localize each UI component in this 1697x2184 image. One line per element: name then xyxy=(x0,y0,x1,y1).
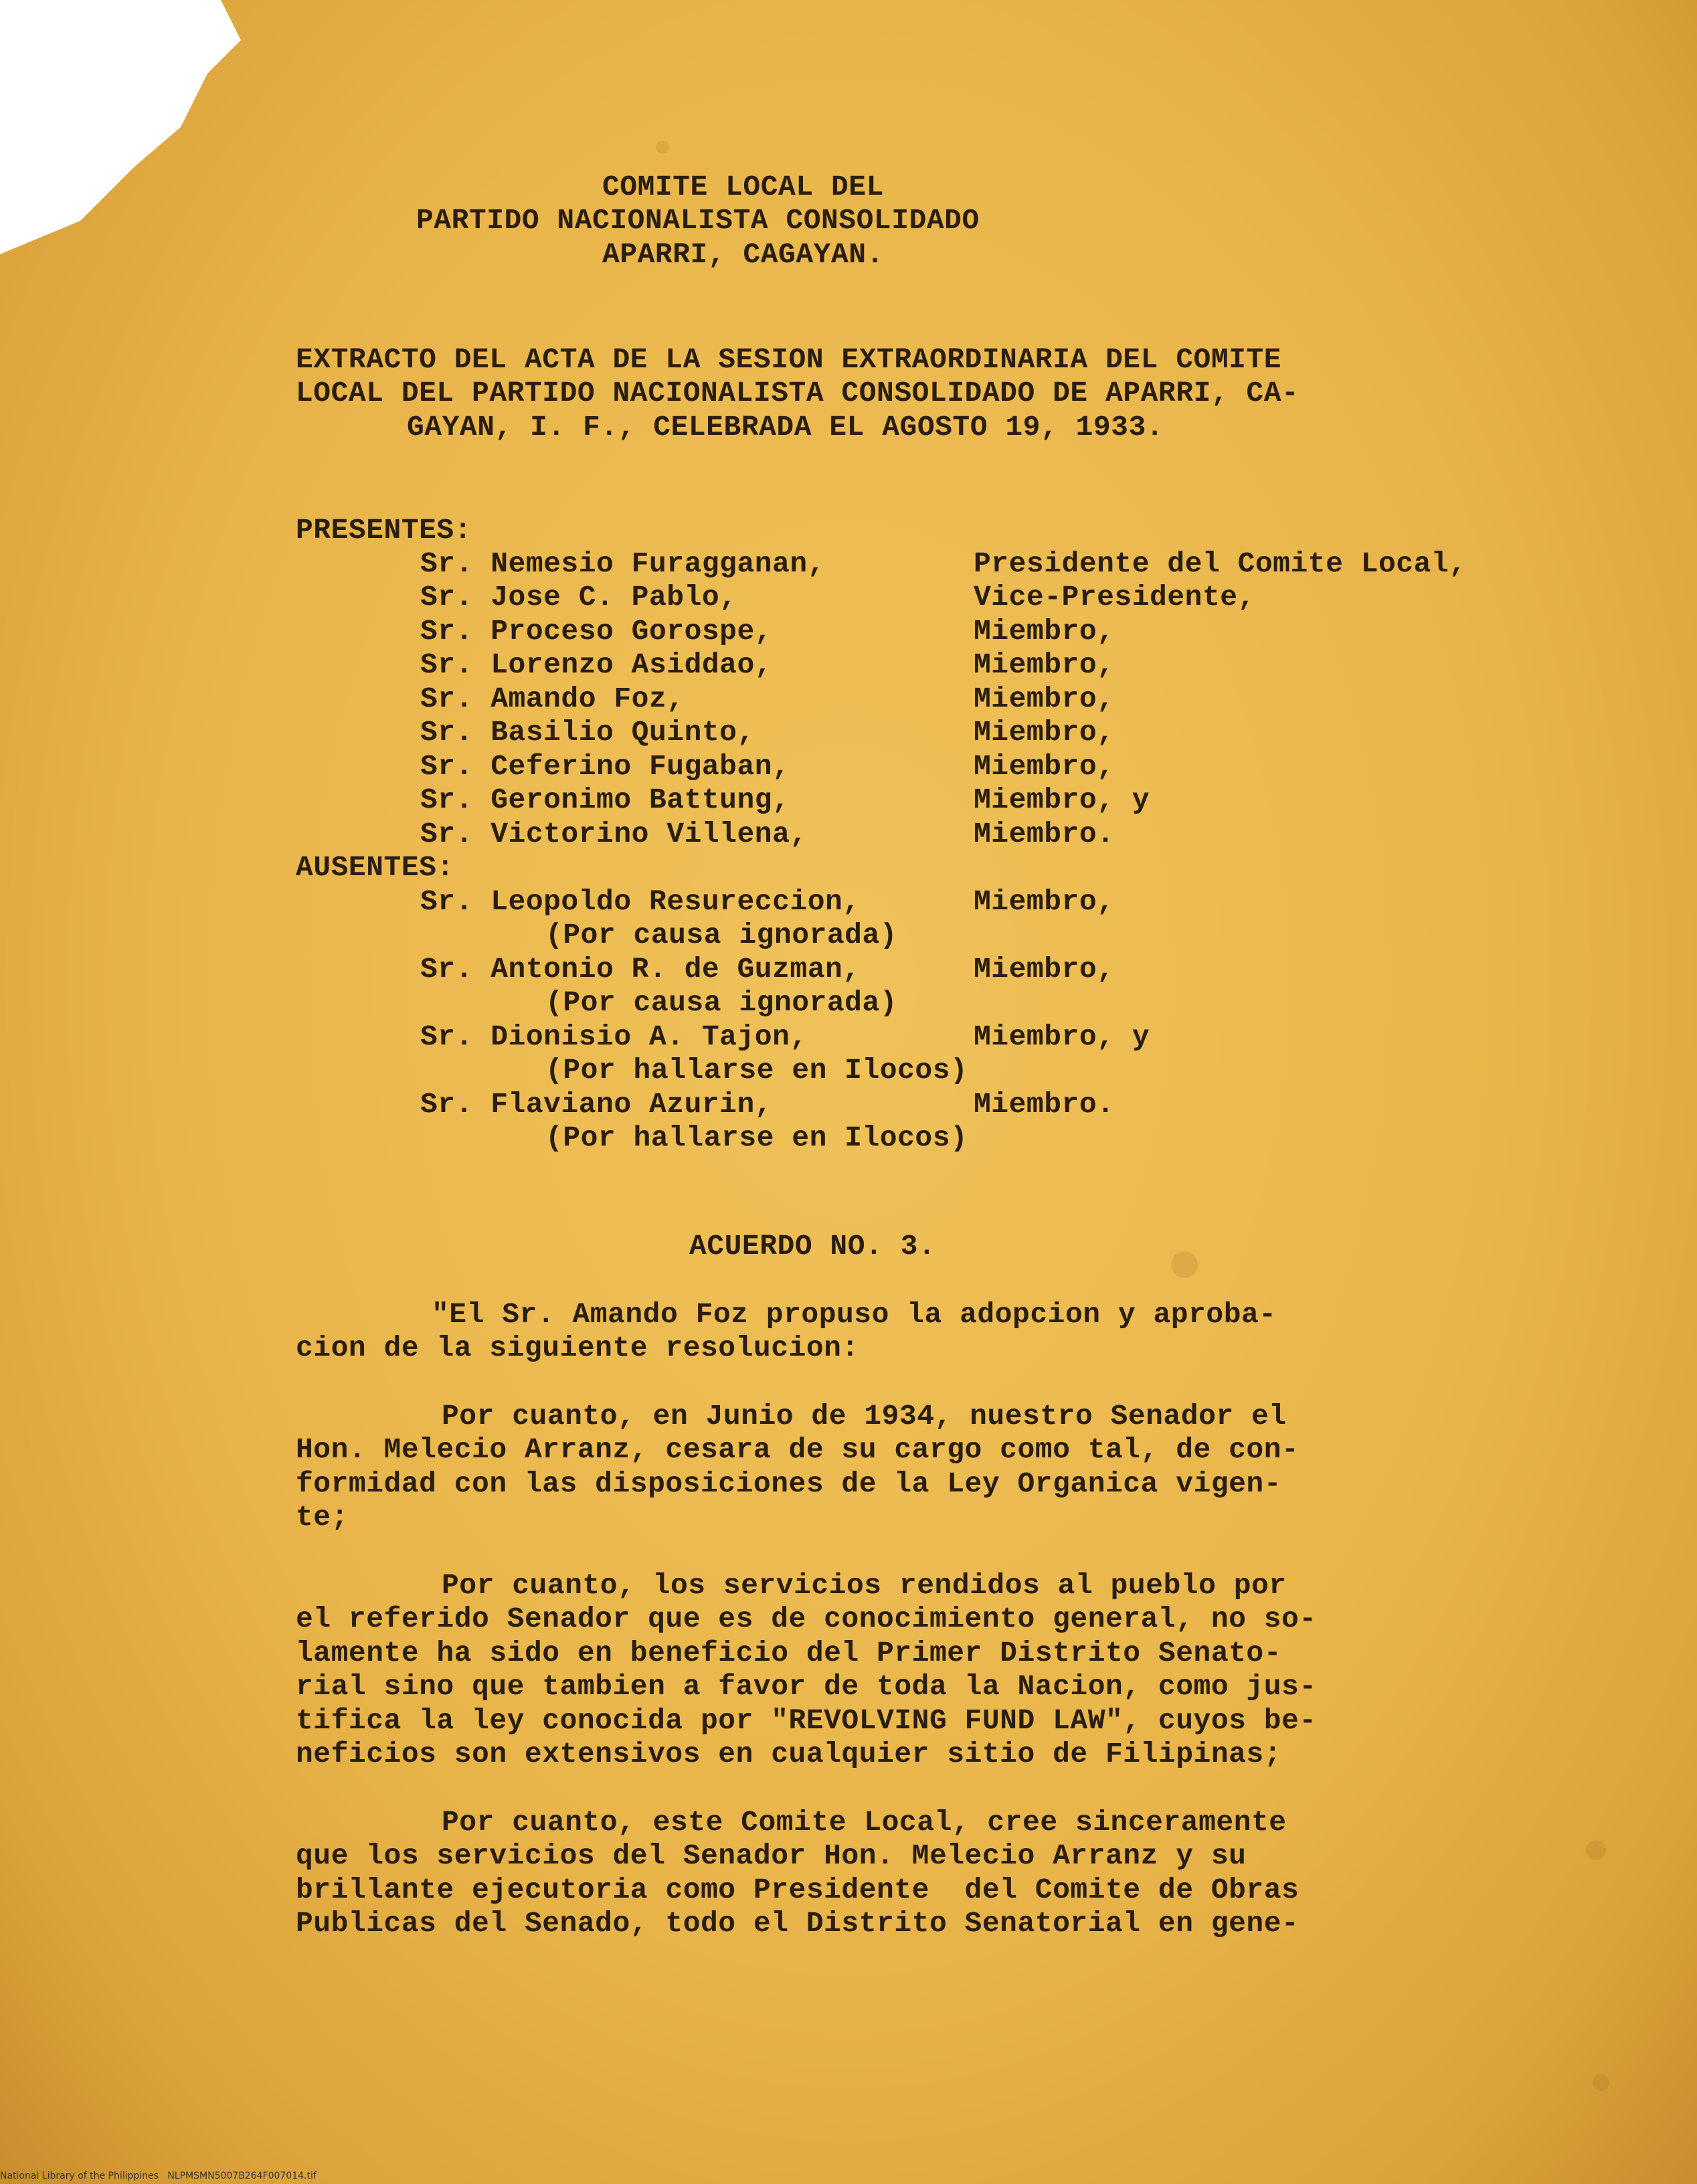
ausente-role: Miembro. xyxy=(974,1088,1115,1121)
presente-name: Sr. Nemesio Furagganan, xyxy=(420,547,825,580)
paper-stain xyxy=(656,141,669,154)
ausente-reason: (Por hallarse en Ilocos) xyxy=(545,1121,968,1154)
body-line: "El Sr. Amando Foz propuso la adopcion y aproba- xyxy=(432,1298,1277,1331)
presente-role: Vice-Presidente, xyxy=(974,581,1255,614)
body-line: brillante ejecutoria como Presidente del Comite de Obras xyxy=(296,1874,1300,1906)
header-line-2: PARTIDO NACIONALISTA CONSOLIDADO xyxy=(416,204,980,237)
body-line: formidad con las disposiciones de la Ley Organica vigen- xyxy=(296,1467,1282,1500)
body-line: cion de la siguiente resolucion: xyxy=(296,1332,859,1364)
body-line: Por cuanto, los servicios rendidos al pueblo por xyxy=(442,1569,1287,1602)
presente-role: Presidente del Comite Local, xyxy=(974,547,1467,580)
presente-name: Sr. Lorenzo Asiddao, xyxy=(420,648,773,681)
presente-role: Miembro, xyxy=(974,682,1115,715)
presente-role: Miembro, xyxy=(974,648,1115,681)
header-line-1: COMITE LOCAL DEL xyxy=(602,171,884,203)
presente-role: Miembro, xyxy=(974,716,1115,749)
presente-name: Sr. Ceferino Fugaban, xyxy=(420,750,790,783)
presente-role: Miembro. xyxy=(974,818,1115,850)
body-line: lamente ha sido en beneficio del Primer Distrito Senato- xyxy=(296,1637,1282,1669)
scan-footer: National Library of the Philippines NLPMSMN5007B264F007014.tif xyxy=(0,2171,317,2181)
presente-role: Miembro, xyxy=(974,615,1115,648)
body-line: neficios son extensivos en cualquier sitio de Filipinas; xyxy=(296,1738,1282,1770)
presente-role: Miembro, xyxy=(974,750,1115,783)
ausente-name: Sr. Flaviano Azurin, xyxy=(420,1088,773,1121)
ausente-role: Miembro, xyxy=(974,953,1115,986)
ausente-name: Sr. Antonio R. de Guzman, xyxy=(420,953,861,986)
presente-role: Miembro, y xyxy=(974,784,1150,816)
presente-name: Sr. Victorino Villena, xyxy=(420,818,808,850)
presente-name: Sr. Geronimo Battung, xyxy=(420,784,790,816)
paper-stain xyxy=(1171,1251,1198,1278)
body-line: te; xyxy=(296,1501,349,1534)
presente-name: Sr. Proceso Gorospe, xyxy=(420,615,773,648)
acuerdo-heading: ACUERDO NO. 3. xyxy=(689,1230,936,1263)
body-line: que los servicios del Senador Hon. Melecio Arranz y su xyxy=(296,1839,1247,1872)
body-line: el referido Senador que es de conocimiento general, no so- xyxy=(296,1603,1317,1635)
body-line: Publicas del Senado, todo el Distrito Senatorial en gene- xyxy=(296,1907,1300,1940)
ausente-reason: (Por hallarse en Ilocos) xyxy=(545,1054,968,1087)
presente-name: Sr. Jose C. Pablo, xyxy=(420,581,737,614)
ausentes-label: AUSENTES: xyxy=(296,851,454,884)
body-line: rial sino que tambien a favor de toda la Nacion, como jus- xyxy=(296,1670,1317,1703)
presente-name: Sr. Basilio Quinto, xyxy=(420,716,755,749)
title-line-1: EXTRACTO DEL ACTA DE LA SESION EXTRAORDINARIA DEL COMITE xyxy=(296,343,1282,376)
header-line-3: APARRI, CAGAYAN. xyxy=(602,238,884,271)
title-line-3: GAYAN, I. F., CELEBRADA EL AGOSTO 19, 1933. xyxy=(407,411,1164,444)
presente-name: Sr. Amando Foz, xyxy=(420,682,685,715)
paper-stain xyxy=(1586,1840,1606,1860)
title-line-2: LOCAL DEL PARTIDO NACIONALISTA CONSOLIDADO DE APARRI, CA- xyxy=(296,377,1300,410)
ausente-name: Sr. Leopoldo Resureccion, xyxy=(420,885,861,918)
body-line: Hon. Melecio Arranz, cesara de su cargo como tal, de con- xyxy=(296,1433,1300,1466)
ausente-role: Miembro, y xyxy=(974,1020,1150,1053)
paper-stain xyxy=(1593,2074,1609,2091)
body-line: Por cuanto, en Junio de 1934, nuestro Senador el xyxy=(442,1400,1287,1433)
body-line: Por cuanto, este Comite Local, cree sinceramente xyxy=(442,1806,1287,1839)
ausente-name: Sr. Dionisio A. Tajon, xyxy=(420,1020,808,1053)
presentes-label: PRESENTES: xyxy=(296,514,472,547)
ausente-reason: (Por causa ignorada) xyxy=(545,986,898,1019)
ausente-role: Miembro, xyxy=(974,885,1115,918)
body-line: tifica la ley conocida por "REVOLVING FUND LAW", cuyos be- xyxy=(296,1704,1317,1737)
ausente-reason: (Por causa ignorada) xyxy=(545,919,898,951)
